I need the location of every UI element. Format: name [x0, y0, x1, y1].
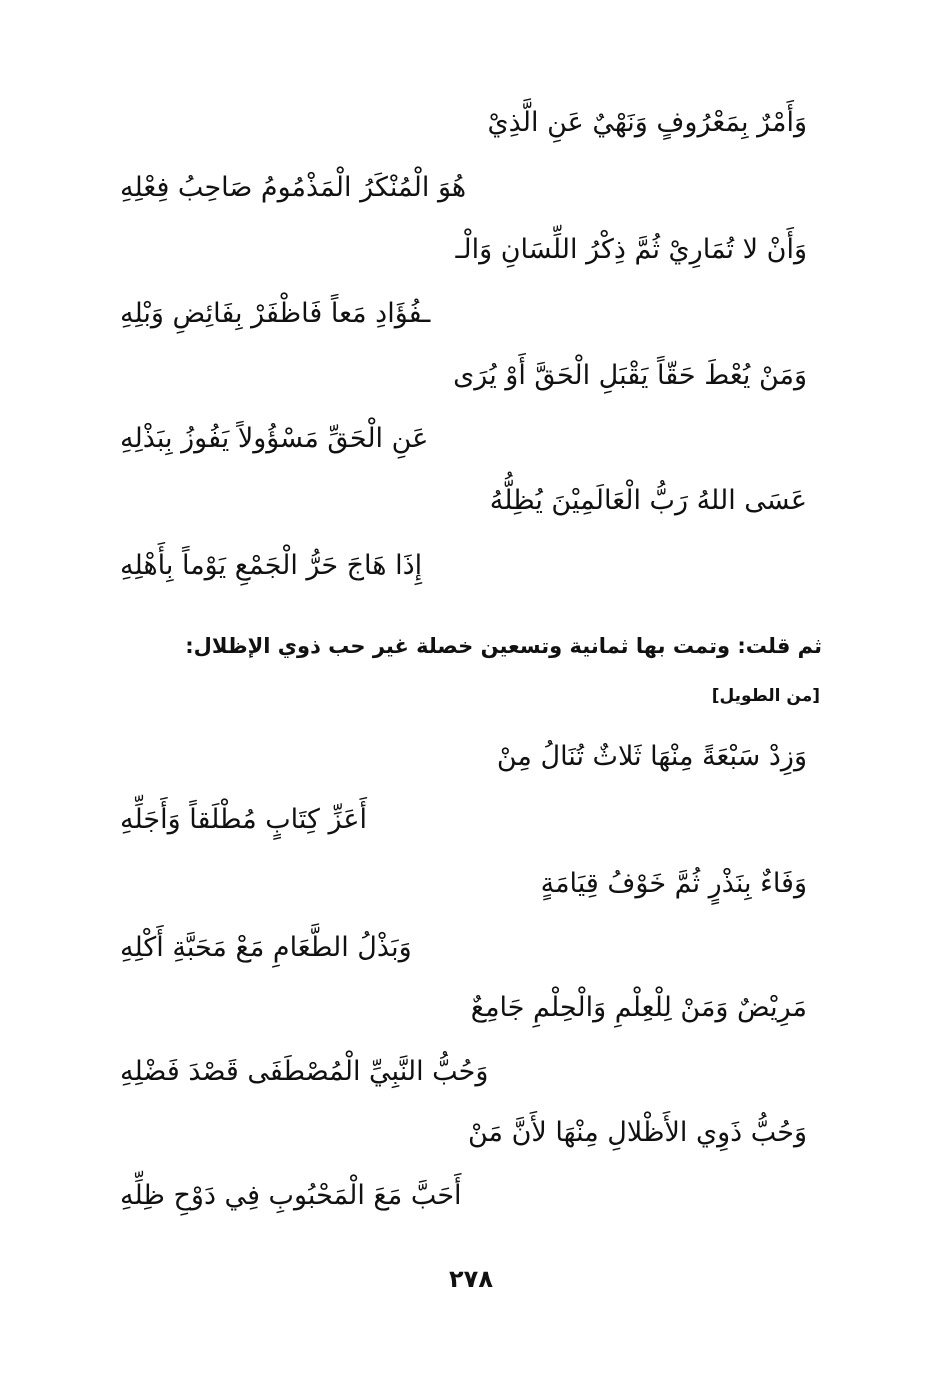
verse-line-1: وَأَمْرٌ بِمَعْرُوفٍ وَنَهْيٌ عَنِ الَّذِيْ — [487, 107, 807, 138]
verse-line-12: وَبَذْلُ الطَّعَامِ مَعْ مَحَبَّةِ أَكْلِهِ — [120, 932, 412, 963]
meter-label: [من الطويل] — [711, 686, 820, 706]
verse-line-9: وَزِدْ سَبْعَةً مِنْهَا ثَلاثٌ تُنَالُ مِنْ — [496, 741, 807, 772]
verse-line-5: وَمَنْ يُعْطَ حَقّاً يَقْبَلِ الْحَقَّ أَوْ يُرَى — [453, 360, 807, 391]
verse-line-2: هُوَ الْمُنْكَرُ الْمَذْمُومُ صَاحِبُ فِعْلِهِ — [120, 172, 467, 203]
verse-line-14: وَحُبُّ النَّبِيِّ الْمُصْطَفَى قَصْدَ فَضْلِهِ — [120, 1056, 489, 1087]
verse-line-16: أَحَبَّ مَعَ الْمَحْبُوبِ فِي دَوْحِ ظِلِّهِ — [120, 1180, 462, 1211]
verse-line-6: عَنِ الْحَقِّ مَسْؤُولاً يَفُوزُ بِبَذْلِهِ — [120, 423, 429, 454]
verse-line-7: عَسَى اللهُ رَبُّ الْعَالَمِيْنَ يُظِلُّهُ — [489, 485, 807, 516]
page-number: ٢٧٨ — [449, 1265, 493, 1293]
prose-line: ثم قلت: وتمت بها ثمانية وتسعين خصلة غير حب ذوي الإظلال: — [185, 634, 822, 658]
verse-line-8: إِذَا هَاجَ حَرُّ الْجَمْعِ يَوْماً بِأَهْلِهِ — [120, 550, 423, 581]
verse-line-15: وَحُبُّ ذَوِي الأَظْلالِ مِنْهَا لأَنَّ مَنْ — [468, 1117, 807, 1148]
verse-line-11: وَفَاءٌ بِنَذْرٍ ثُمَّ خَوْفُ قِيَامَةٍ — [540, 868, 807, 899]
verse-line-10: أَعَزِّ كِتَابٍ مُطْلَقاً وَأَجَلِّهِ — [120, 804, 367, 835]
verse-line-13: مَرِيْضٌ وَمَنْ لِلْعِلْمِ وَالْحِلْمِ جَامِعٌ — [470, 992, 807, 1023]
verse-line-3: وَأَنْ لا تُمَارِيْ ثُمَّ ذِكْرُ اللِّسَانِ وَالْـ — [455, 234, 807, 265]
verse-line-4: ـفُؤَادِ مَعاً فَاظْفَرْ بِفَائِضِ وَبْلِهِ — [120, 298, 431, 329]
